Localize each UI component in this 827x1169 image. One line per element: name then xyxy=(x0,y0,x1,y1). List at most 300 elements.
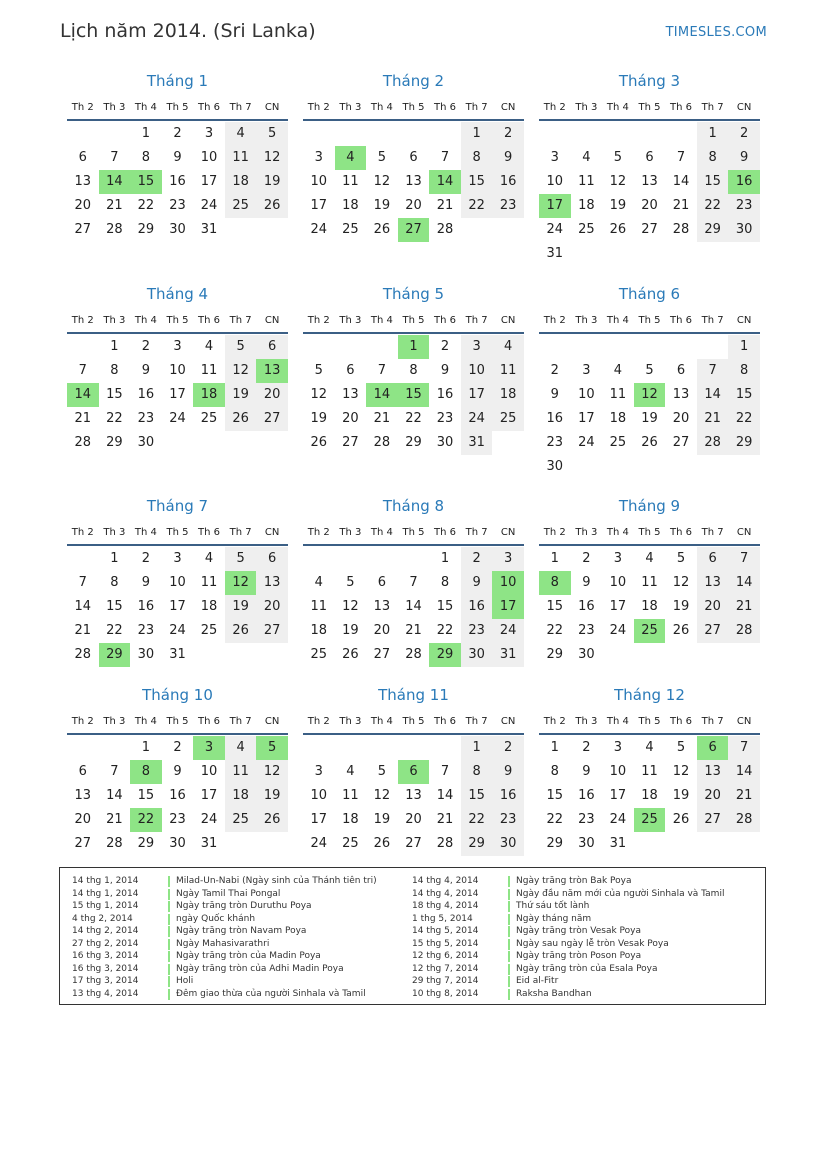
day-cell: 21 xyxy=(436,812,454,827)
weekday-label: Th 4 xyxy=(370,101,393,113)
empty-cell xyxy=(67,335,99,359)
day-cell: 22 xyxy=(461,808,493,832)
day-cell: 26 xyxy=(310,435,328,450)
day-cell: 1 xyxy=(728,335,760,359)
day-cell: 29 xyxy=(137,836,155,851)
empty-cell xyxy=(303,335,335,359)
day-cell: 24 xyxy=(310,222,328,237)
legend-date: 14 thg 4, 2014 xyxy=(412,876,479,886)
day-cell: 20 xyxy=(697,595,729,619)
day-cell: 29 xyxy=(461,832,493,856)
legend-holiday-name: Thứ sáu tốt lành xyxy=(516,901,590,911)
month-calendar xyxy=(67,686,288,856)
day-cell: 6 xyxy=(78,150,87,165)
day-cell: 30 xyxy=(461,643,493,667)
legend-item xyxy=(70,988,377,1001)
day-cell: 19 xyxy=(225,383,257,407)
empty-cell xyxy=(303,547,335,571)
empty-cell xyxy=(398,736,430,760)
day-cell: 15 xyxy=(106,387,123,402)
legend-holiday-name: Ngày Tamil Thai Pongal xyxy=(176,888,281,899)
day-grid xyxy=(539,122,760,266)
day-cell: 20 xyxy=(256,383,288,407)
legend-holiday-name: Ngày trăng tròn Vesak Poya xyxy=(516,926,641,936)
day-cell: 6 xyxy=(256,335,288,359)
weekday-label: CN xyxy=(736,314,752,326)
day-cell: 31 xyxy=(492,643,524,667)
weekday-label: Th 6 xyxy=(198,101,221,113)
month-name: Tháng 6 xyxy=(618,285,681,303)
day-cell: 5 xyxy=(377,764,387,779)
weekday-label: Th 2 xyxy=(71,715,94,727)
day-cell: 25 xyxy=(225,808,257,832)
day-cell: 23 xyxy=(461,619,493,643)
empty-cell xyxy=(366,335,398,359)
legend-item xyxy=(70,963,377,976)
legend-item xyxy=(70,875,377,888)
day-cell: 9 xyxy=(173,150,182,165)
day-cell: 9 xyxy=(582,764,591,779)
day-cell: 4 xyxy=(645,551,654,566)
legend-item xyxy=(70,900,377,913)
weekday-label: Th 4 xyxy=(370,715,393,727)
weekday-label: Th 2 xyxy=(71,526,94,538)
day-cell: 3 xyxy=(461,335,493,359)
weekday-label: Th 3 xyxy=(339,526,362,538)
weekday-label: Th 3 xyxy=(103,101,126,113)
holiday-day-cell: 10 xyxy=(492,571,524,595)
weekday-label: Th 3 xyxy=(339,314,362,326)
legend-date: 13 thg 4, 2014 xyxy=(72,988,139,999)
legend-item xyxy=(70,950,377,963)
holiday-marker xyxy=(168,876,170,887)
legend-item xyxy=(70,913,377,926)
month-name: Tháng 5 xyxy=(382,285,445,303)
legend-date: 14 thg 2, 2014 xyxy=(72,926,139,936)
day-cell: 25 xyxy=(492,407,524,431)
day-cell: 27 xyxy=(74,222,92,237)
day-cell: 24 xyxy=(169,623,186,638)
day-cell: 9 xyxy=(582,575,591,590)
day-cell: 5 xyxy=(377,150,387,165)
day-cell: 15 xyxy=(106,599,123,614)
month-name: Tháng 7 xyxy=(146,497,209,515)
holiday-marker xyxy=(508,989,510,1000)
legend-item xyxy=(410,938,724,951)
day-cell: 3 xyxy=(314,764,323,779)
holiday-day-cell: 15 xyxy=(130,170,162,194)
legend-item xyxy=(70,925,377,938)
legend-date: 18 thg 4, 2014 xyxy=(412,901,479,911)
holiday-marker xyxy=(168,926,170,937)
day-cell: 21 xyxy=(74,623,92,638)
day-grid xyxy=(303,335,524,455)
day-grid xyxy=(539,547,760,667)
weekday-label: Th 7 xyxy=(701,101,724,113)
day-cell: 19 xyxy=(672,788,690,803)
day-cell: 3 xyxy=(550,150,559,165)
weekday-label: Th 4 xyxy=(134,314,157,326)
month-calendar xyxy=(67,285,288,455)
day-cell: 31 xyxy=(169,647,186,662)
day-cell: 7 xyxy=(440,764,450,779)
empty-cell xyxy=(398,122,430,146)
day-cell: 4 xyxy=(225,736,257,760)
day-cell: 11 xyxy=(342,174,359,189)
day-cell: 25 xyxy=(200,623,218,638)
day-cell: 8 xyxy=(409,363,418,378)
day-cell: 8 xyxy=(440,575,450,590)
holiday-day-cell: 1 xyxy=(398,335,430,359)
empty-cell xyxy=(303,122,335,146)
weekday-label: Th 7 xyxy=(229,526,252,538)
day-cell: 13 xyxy=(697,760,729,784)
legend-date: 1 thg 5, 2014 xyxy=(412,913,473,924)
day-cell: 11 xyxy=(609,387,627,402)
weekday-label: Th 3 xyxy=(575,101,598,113)
day-cell: 20 xyxy=(641,198,658,213)
day-cell: 24 xyxy=(492,619,524,643)
day-cell: 20 xyxy=(342,411,359,426)
holiday-marker xyxy=(508,876,510,887)
day-cell: 1 xyxy=(110,339,119,354)
day-cell: 16 xyxy=(169,788,186,803)
day-cell: 2 xyxy=(728,122,760,146)
day-cell: 27 xyxy=(697,808,729,832)
day-cell: 11 xyxy=(492,359,524,383)
holiday-day-cell: 25 xyxy=(634,619,666,643)
day-grid xyxy=(67,122,288,242)
day-cell: 31 xyxy=(609,836,627,851)
weekday-label: Th 5 xyxy=(638,101,661,113)
empty-cell xyxy=(335,736,367,760)
day-cell: 2 xyxy=(440,339,450,354)
weekday-label: CN xyxy=(500,101,516,113)
day-cell: 1 xyxy=(697,122,729,146)
weekday-header xyxy=(67,520,288,546)
day-cell: 13 xyxy=(74,788,92,803)
day-cell: 5 xyxy=(225,335,257,359)
legend-item xyxy=(70,888,377,901)
day-cell: 7 xyxy=(440,150,450,165)
month-name: Tháng 12 xyxy=(614,686,685,704)
legend-date: 16 thg 3, 2014 xyxy=(72,951,139,961)
month-calendar xyxy=(303,686,524,856)
day-cell: 18 xyxy=(225,170,257,194)
weekday-label: Th 7 xyxy=(465,314,488,326)
day-cell: 17 xyxy=(461,383,493,407)
day-cell: 11 xyxy=(641,764,658,779)
legend-date: 15 thg 5, 2014 xyxy=(412,938,479,949)
legend-item xyxy=(410,913,724,926)
day-cell: 7 xyxy=(377,363,387,378)
day-cell: 23 xyxy=(546,435,564,450)
day-cell: 9 xyxy=(141,575,151,590)
day-cell: 19 xyxy=(256,784,288,808)
day-cell: 11 xyxy=(200,363,218,378)
day-cell: 19 xyxy=(225,595,257,619)
day-cell: 29 xyxy=(546,836,564,851)
day-cell: 3 xyxy=(173,339,182,354)
day-cell: 8 xyxy=(550,764,559,779)
holiday-day-cell: 17 xyxy=(492,595,524,619)
day-cell: 29 xyxy=(106,435,123,450)
day-cell: 19 xyxy=(373,198,391,213)
day-cell: 13 xyxy=(641,174,658,189)
weekday-label: Th 2 xyxy=(307,715,330,727)
empty-cell xyxy=(634,122,666,146)
month-name: Tháng 9 xyxy=(618,497,681,515)
month-name: Tháng 2 xyxy=(382,72,445,90)
empty-cell xyxy=(99,122,131,146)
day-cell: 6 xyxy=(377,575,387,590)
day-cell: 7 xyxy=(728,547,760,571)
weekday-label: Th 3 xyxy=(575,314,598,326)
day-cell: 31 xyxy=(461,431,493,455)
weekday-label: Th 4 xyxy=(134,715,157,727)
holiday-day-cell: 17 xyxy=(539,194,571,218)
weekday-label: Th 3 xyxy=(103,526,126,538)
holiday-marker xyxy=(168,989,170,1000)
day-cell: 28 xyxy=(106,222,123,237)
day-cell: 21 xyxy=(74,411,92,426)
day-cell: 1 xyxy=(141,740,151,755)
day-grid xyxy=(303,547,524,667)
weekday-label: Th 6 xyxy=(670,526,693,538)
day-cell: 6 xyxy=(346,363,355,378)
day-cell: 12 xyxy=(342,599,359,614)
day-cell: 29 xyxy=(405,435,422,450)
weekday-label: Th 5 xyxy=(166,101,189,113)
day-cell: 18 xyxy=(200,599,218,614)
legend-date: 15 thg 1, 2014 xyxy=(72,901,139,911)
holiday-marker xyxy=(168,901,170,912)
day-cell: 29 xyxy=(697,218,729,242)
legend-item xyxy=(410,875,724,888)
day-cell: 11 xyxy=(200,575,218,590)
empty-cell xyxy=(665,122,697,146)
day-cell: 15 xyxy=(137,788,155,803)
holiday-day-cell: 8 xyxy=(539,571,571,595)
day-cell: 28 xyxy=(74,435,92,450)
day-cell: 2 xyxy=(461,547,493,571)
day-cell: 4 xyxy=(204,339,214,354)
weekday-label: Th 2 xyxy=(307,526,330,538)
weekday-label: Th 2 xyxy=(71,101,94,113)
day-cell: 30 xyxy=(492,832,524,856)
day-cell: 23 xyxy=(436,411,454,426)
legend-date: 14 thg 5, 2014 xyxy=(412,926,479,936)
day-cell: 6 xyxy=(645,150,654,165)
day-cell: 1 xyxy=(550,740,559,755)
weekday-label: Th 6 xyxy=(198,526,221,538)
day-cell: 16 xyxy=(546,411,564,426)
day-cell: 17 xyxy=(609,788,627,803)
day-cell: 9 xyxy=(492,760,524,784)
day-cell: 21 xyxy=(728,595,760,619)
day-cell: 9 xyxy=(728,146,760,170)
holiday-day-cell: 15 xyxy=(398,383,430,407)
day-cell: 25 xyxy=(342,222,359,237)
empty-cell xyxy=(429,736,461,760)
day-cell: 20 xyxy=(405,812,422,827)
day-cell: 21 xyxy=(672,198,690,213)
legend-holiday-name: ngày Quốc khánh xyxy=(176,913,256,924)
day-cell: 3 xyxy=(613,551,623,566)
holiday-marker xyxy=(168,976,170,987)
day-cell: 26 xyxy=(641,435,658,450)
day-cell: 9 xyxy=(461,571,493,595)
day-cell: 3 xyxy=(613,740,623,755)
holiday-day-cell: 12 xyxy=(225,571,257,595)
day-cell: 3 xyxy=(314,150,323,165)
day-cell: 30 xyxy=(578,647,595,662)
day-cell: 19 xyxy=(310,411,328,426)
day-cell: 12 xyxy=(373,174,391,189)
holiday-marker xyxy=(508,914,510,925)
weekday-label: Th 5 xyxy=(402,715,425,727)
day-cell: 13 xyxy=(405,174,422,189)
day-cell: 2 xyxy=(492,122,524,146)
legend-date: 14 thg 1, 2014 xyxy=(72,876,139,886)
day-cell: 24 xyxy=(609,623,627,638)
day-cell: 16 xyxy=(492,170,524,194)
weekday-label: Th 7 xyxy=(465,526,488,538)
weekday-header xyxy=(303,709,524,735)
day-cell: 8 xyxy=(110,575,119,590)
day-cell: 23 xyxy=(728,194,760,218)
weekday-label: Th 4 xyxy=(370,526,393,538)
weekday-label: Th 3 xyxy=(103,314,126,326)
day-grid xyxy=(67,547,288,667)
day-cell: 21 xyxy=(373,411,391,426)
day-cell: 5 xyxy=(645,363,654,378)
day-cell: 8 xyxy=(461,146,493,170)
day-cell: 8 xyxy=(697,146,729,170)
day-cell: 2 xyxy=(141,551,151,566)
holiday-day-cell: 14 xyxy=(429,170,461,194)
holiday-marker xyxy=(168,914,170,925)
day-cell: 16 xyxy=(578,599,595,614)
day-cell: 6 xyxy=(676,363,686,378)
holiday-day-cell: 6 xyxy=(398,760,430,784)
day-cell: 10 xyxy=(461,359,493,383)
day-cell: 4 xyxy=(613,363,623,378)
day-cell: 8 xyxy=(461,760,493,784)
day-cell: 7 xyxy=(78,363,87,378)
day-cell: 17 xyxy=(310,812,328,827)
day-cell: 27 xyxy=(697,619,729,643)
day-cell: 16 xyxy=(578,788,595,803)
day-cell: 23 xyxy=(492,808,524,832)
holiday-marker xyxy=(508,926,510,937)
day-cell: 5 xyxy=(346,575,355,590)
legend-column-right xyxy=(410,875,724,1000)
holiday-day-cell: 4 xyxy=(335,146,367,170)
day-cell: 23 xyxy=(578,623,595,638)
month-calendar xyxy=(67,497,288,667)
day-cell: 10 xyxy=(578,387,595,402)
weekday-label: Th 6 xyxy=(670,314,693,326)
weekday-label: Th 4 xyxy=(370,314,393,326)
day-cell: 15 xyxy=(546,599,564,614)
day-cell: 22 xyxy=(546,812,564,827)
weekday-label: Th 2 xyxy=(71,314,94,326)
empty-cell xyxy=(697,335,729,359)
weekday-label: Th 2 xyxy=(543,526,566,538)
day-cell: 11 xyxy=(578,174,595,189)
month-calendar xyxy=(539,497,760,667)
day-cell: 7 xyxy=(676,150,686,165)
day-cell: 4 xyxy=(582,150,591,165)
day-cell: 24 xyxy=(310,836,328,851)
day-cell: 12 xyxy=(672,764,690,779)
empty-cell xyxy=(335,547,367,571)
weekday-label: Th 3 xyxy=(339,101,362,113)
day-cell: 20 xyxy=(373,623,391,638)
legend-item xyxy=(70,975,377,988)
brand-link[interactable]: TIMESLES.COM xyxy=(665,25,767,40)
day-cell: 27 xyxy=(405,836,422,851)
day-cell: 17 xyxy=(310,198,328,213)
day-cell: 21 xyxy=(436,198,454,213)
legend-holiday-name: Đêm giao thừa của người Sinhala và Tamil xyxy=(176,988,366,999)
day-cell: 26 xyxy=(373,222,391,237)
day-cell: 20 xyxy=(74,812,92,827)
day-cell: 15 xyxy=(728,383,760,407)
weekday-label: Th 2 xyxy=(543,715,566,727)
day-cell: 16 xyxy=(137,599,155,614)
day-cell: 10 xyxy=(200,764,218,779)
legend-holiday-name: Ngày trăng tròn Duruthu Poya xyxy=(176,901,312,911)
day-cell: 25 xyxy=(200,411,218,426)
day-cell: 12 xyxy=(256,760,288,784)
day-cell: 28 xyxy=(405,647,422,662)
day-cell: 23 xyxy=(578,812,595,827)
day-cell: 26 xyxy=(342,647,359,662)
day-cell: 19 xyxy=(672,599,690,614)
day-cell: 1 xyxy=(440,551,450,566)
day-cell: 17 xyxy=(200,788,218,803)
weekday-label: CN xyxy=(264,314,280,326)
day-cell: 11 xyxy=(225,146,257,170)
legend-date: 4 thg 2, 2014 xyxy=(72,913,133,924)
day-cell: 12 xyxy=(609,174,627,189)
day-cell: 7 xyxy=(409,575,418,590)
day-cell: 12 xyxy=(310,387,328,402)
day-cell: 13 xyxy=(74,174,92,189)
day-cell: 6 xyxy=(409,150,418,165)
holiday-day-cell: 12 xyxy=(634,383,666,407)
weekday-header xyxy=(303,95,524,121)
month-calendar xyxy=(303,497,524,667)
day-cell: 17 xyxy=(609,599,627,614)
day-cell: 1 xyxy=(550,551,559,566)
day-cell: 3 xyxy=(582,363,591,378)
holiday-marker xyxy=(508,889,510,900)
month-calendar xyxy=(67,72,288,242)
day-cell: 4 xyxy=(346,764,355,779)
legend-item xyxy=(70,938,377,951)
holiday-day-cell: 14 xyxy=(366,383,398,407)
day-cell: 2 xyxy=(492,736,524,760)
weekday-label: Th 5 xyxy=(166,314,189,326)
day-cell: 6 xyxy=(256,547,288,571)
day-cell: 30 xyxy=(578,836,595,851)
weekday-header xyxy=(539,308,760,334)
weekday-label: Th 7 xyxy=(229,314,252,326)
day-cell: 14 xyxy=(74,599,92,614)
